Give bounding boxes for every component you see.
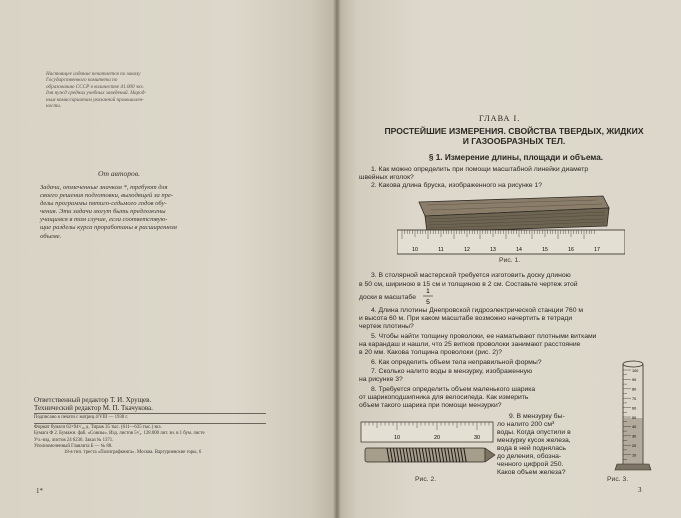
text-line: и высота 60 м. При каком масштабе возможно начертить в тетради bbox=[359, 315, 573, 322]
cylinder-tick-label: 50 bbox=[632, 415, 637, 420]
responsible-editor: Ответственный редактор Т. И. Хрущев. bbox=[34, 396, 152, 404]
text-line: в 20 мм. Какова толщина проволоки (рис. 2)? bbox=[359, 349, 503, 356]
ruler-1-tick-label: 10 bbox=[412, 247, 418, 253]
text-line: ло налито 200 см³ bbox=[497, 421, 555, 428]
imprint-credits bbox=[34, 396, 266, 457]
cylinder-tick-label: 80 bbox=[632, 387, 637, 392]
text-line: 2. Какова длина бруска, изображенного на рисунке 1? bbox=[371, 182, 542, 189]
scale-fraction bbox=[421, 285, 435, 307]
cylinder-tick-label: 10 bbox=[632, 453, 637, 458]
cylinder-tick-label: 100 bbox=[632, 368, 639, 373]
ruler-2-tick-label: 30 bbox=[474, 435, 480, 441]
cylinder-tick-label: 60 bbox=[632, 406, 637, 411]
ruler-1-tick-label: 11 bbox=[438, 247, 444, 253]
chapter-title bbox=[349, 126, 679, 147]
ruler-1-tick-label: 15 bbox=[542, 247, 548, 253]
text-line: воды. Когда опустили в bbox=[497, 429, 571, 436]
text-line: 6. Как определить объем тела неправильной формы? bbox=[371, 359, 542, 366]
text-line: 9. В мензурку бы- bbox=[509, 413, 565, 420]
from-authors-heading: От авторов. bbox=[98, 169, 141, 178]
text-line: доски в масштабе bbox=[359, 294, 417, 301]
fraction-numerator: 1 bbox=[426, 288, 430, 295]
text-line: 4. Длина плотины Днепровской гидроэлектрической станции 760 м bbox=[371, 307, 584, 314]
text-line: ченного цифрой 250. bbox=[497, 461, 564, 468]
text-line: швейных иголок? bbox=[359, 174, 414, 181]
credits-divider bbox=[34, 423, 266, 424]
signature-mark: 1* bbox=[36, 487, 43, 495]
ruler-1-tick-label: 12 bbox=[464, 247, 470, 253]
authors-note-line: своего решения подготовки, выходящей за пре- bbox=[40, 192, 174, 200]
censor-info: Уполномоченный Главлита Б — № 88. bbox=[34, 444, 113, 450]
text-line: объем такого шарика при помощи мензурки? bbox=[359, 402, 502, 409]
cylinder-tick-label: 30 bbox=[632, 434, 637, 439]
text-line: до деления, обозна- bbox=[497, 453, 562, 460]
text-line: 3. В столярной мастерской требуется изготовить доску длиною bbox=[371, 272, 571, 279]
ruler-2-tick-label: 10 bbox=[394, 435, 400, 441]
ruler-1-tick-label: 17 bbox=[594, 247, 600, 253]
notice-line: образованию СССР в количестве 41.000 экз. bbox=[46, 83, 144, 90]
notice-line: ным комиссариатам указанной промышлен- bbox=[46, 96, 144, 103]
credits-divider bbox=[34, 413, 266, 414]
text-line: 7. Сколько налито воды в мензурку, изображенную bbox=[371, 368, 533, 375]
format-info: Формат бумаги 62×94¹/₁₆ д. Тираж 35 тыс. (611—635 тыс.) экз. bbox=[34, 424, 162, 430]
authors-note-line: чения. Эти задачи могут быть предложены bbox=[40, 208, 166, 216]
authors-note-line: щие разделы курса проработаны в расширенном bbox=[40, 224, 177, 232]
print-notice bbox=[46, 71, 194, 109]
authors-note-line: делы программы пятиго-седьмого годов обу- bbox=[40, 200, 167, 208]
ruler-1-tick-label: 16 bbox=[568, 247, 574, 253]
book-gutter bbox=[333, 0, 341, 518]
figure-1-caption: Рис. 1. bbox=[499, 257, 521, 264]
cylinder-tick-label: 70 bbox=[632, 397, 637, 401]
authors-note-line: учащимся в том случае, если соответствую- bbox=[40, 216, 168, 224]
order-info: Уч.-изд. листов 24 6236. Заказ № 1371. bbox=[34, 437, 114, 443]
text-line: 1. Как можно определить при помощи масштабной линейки диаметр bbox=[371, 166, 589, 173]
cylinder-rim bbox=[623, 361, 643, 367]
figure-2-wire-on-pencil bbox=[357, 420, 497, 476]
text-line: мензурку кусок железа, bbox=[497, 437, 571, 444]
chapter-title-line: ПРОСТЕЙШИЕ ИЗМЕРЕНИЯ. СВОЙСТВА ТВЕРДЫХ, ЖИДКИХ bbox=[384, 126, 644, 136]
cylinder-base bbox=[615, 464, 651, 470]
ruler-1-tick-label: 14 bbox=[516, 247, 522, 253]
pencil-tip bbox=[485, 448, 495, 462]
text-line: на карандаш и нашли, что 25 витков проволоки занимают расстояние bbox=[359, 341, 581, 348]
paper-info: Бумага Ф 2. Бумажн. фаб. «Союзы». Изд. листов 5¹/₂. 128.000 лит. зн. в 1 бум. листе bbox=[34, 431, 205, 437]
page-number: 3 bbox=[638, 486, 642, 494]
right-page bbox=[337, 0, 681, 518]
figure-1-block-on-ruler bbox=[397, 192, 625, 256]
text-line: 5. Чтобы найти толщину проволоки, ее наматывают плотными витками bbox=[371, 333, 597, 340]
ruler-1-tick-label: 13 bbox=[490, 247, 496, 253]
text-line: Каков объем железа? bbox=[497, 469, 566, 476]
cylinder-tick-label: 20 bbox=[632, 444, 637, 448]
cylinder-tick-label: 90 bbox=[632, 378, 637, 383]
authors-note bbox=[40, 184, 230, 241]
pencil bbox=[365, 448, 485, 462]
left-page bbox=[0, 0, 337, 518]
text-line: вода в ней поднялась bbox=[497, 445, 566, 452]
notice-line: для нужд средних учебных заведений. Народ- bbox=[46, 90, 147, 97]
cylinder-tick-label: 40 bbox=[632, 425, 637, 430]
notice-line: Государственного комитета по bbox=[46, 77, 118, 84]
signed-to-print: Подписано к печати с матриц 4/VIII — 1938 г. bbox=[34, 415, 128, 421]
text-line: 8. Требуется определить объем маленького шарика bbox=[371, 386, 536, 393]
fraction-denominator: 5 bbox=[426, 299, 430, 306]
ruler-2-tick-label: 20 bbox=[434, 435, 440, 441]
chapter-label: ГЛАВА I. bbox=[479, 114, 521, 123]
text-line: в 50 см, шириною в 15 см и толщиною в 2 см. Составьте чертеж этой bbox=[359, 281, 578, 288]
text-line: чертеж плотины? bbox=[359, 323, 414, 330]
authors-note-line: Задачи, отмеченные значком *, требуют для bbox=[40, 184, 168, 191]
chapter-title-line: И ГАЗООБРАЗНЫХ ТЕЛ. bbox=[462, 136, 566, 147]
notice-line: Настоящее издание печатается по заказу bbox=[46, 71, 141, 77]
figure-2-caption: Рис. 2. bbox=[415, 476, 437, 483]
figure-3-measuring-cylinder bbox=[613, 356, 653, 480]
printer-info: 18-я тип. треста «Полиграфкнига». Москва. Вартуриевские горы, 6 bbox=[64, 450, 202, 456]
section-title: § 1. Измерение длины, площади и объема. bbox=[428, 153, 604, 162]
figure-3-caption: Рис. 3. bbox=[607, 476, 629, 483]
text-line: от шарикоподшипника для велосипеда. Как измерить bbox=[359, 394, 529, 401]
authors-note-line: объеме. bbox=[40, 232, 62, 240]
technical-editor: Технический редактор М. П. Ткачукова. bbox=[34, 404, 153, 413]
notice-line: ности. bbox=[46, 103, 62, 110]
text-line: на рисунке 3? bbox=[359, 376, 403, 383]
